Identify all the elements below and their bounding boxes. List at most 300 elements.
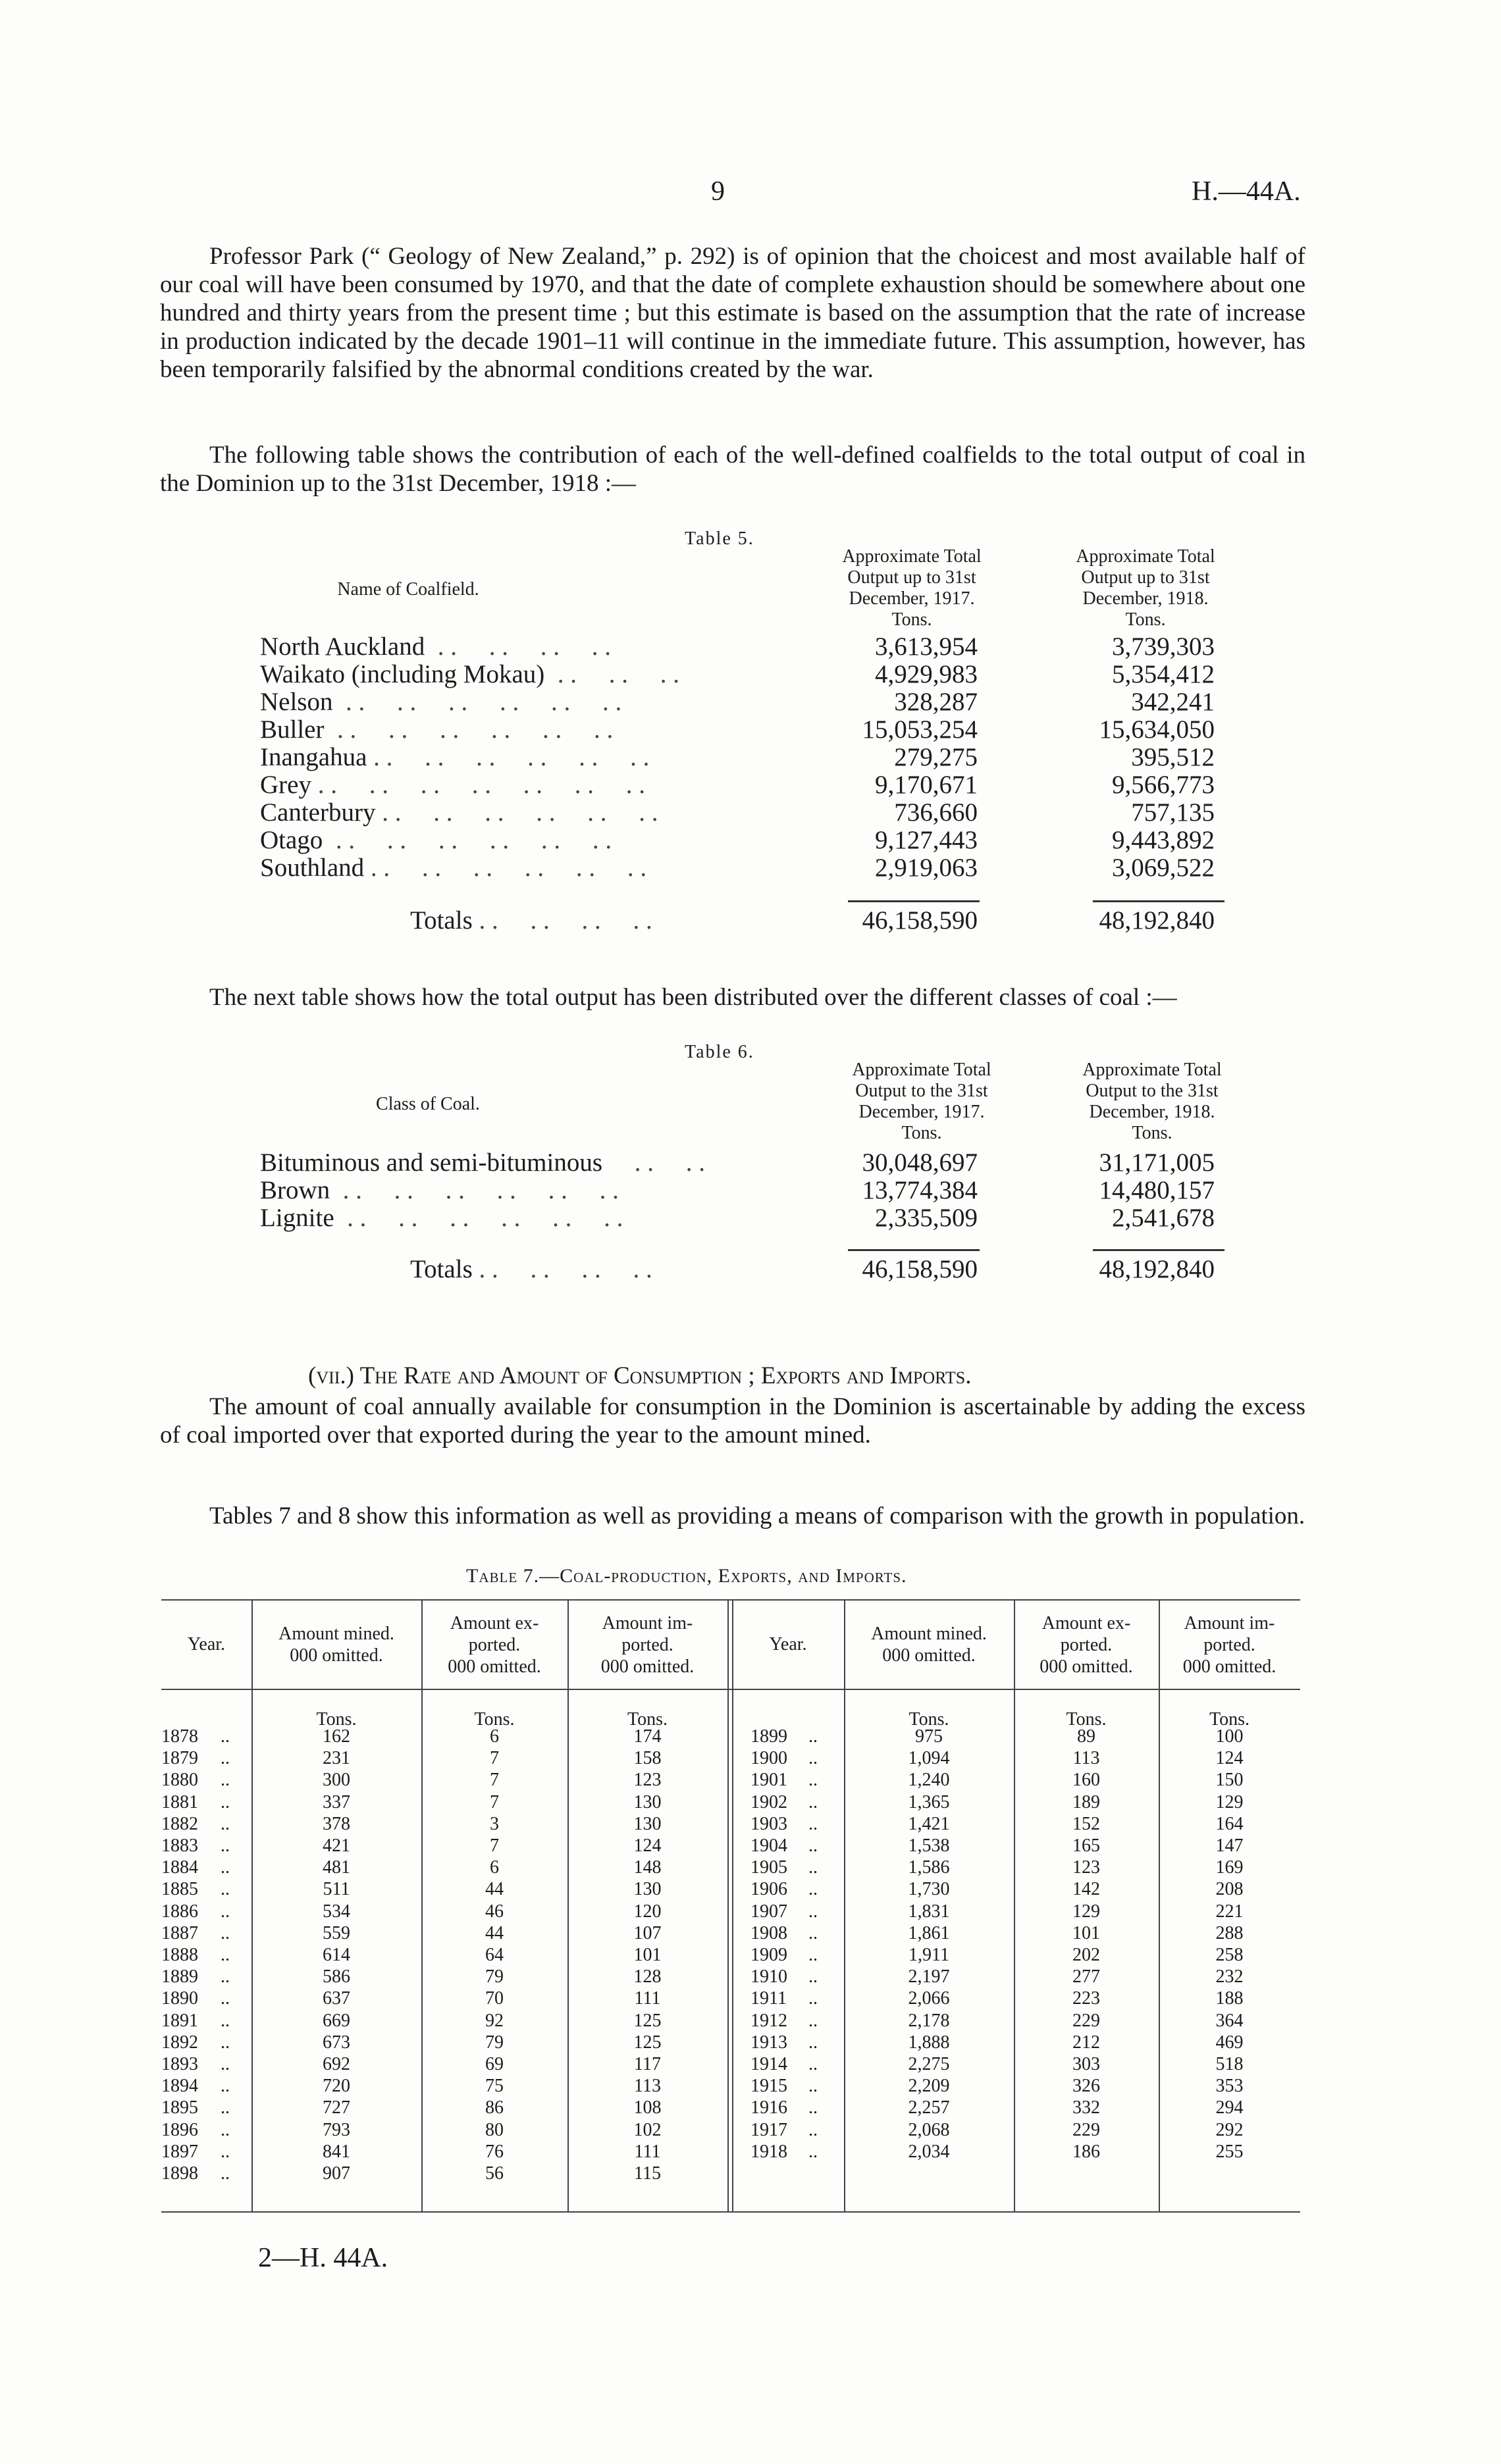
table7-year-dots: .. bbox=[808, 1945, 818, 1965]
table7-year-dots: .. bbox=[221, 2011, 230, 2031]
table7-imported: 148 bbox=[633, 1857, 662, 1878]
paragraph-tables-7-8: Tables 7 and 8 show this information as well as providing a means of comparison with the growth in population. bbox=[209, 1502, 1305, 1529]
table7-year-dots: .. bbox=[808, 2097, 818, 2118]
table7-year-dots: .. bbox=[221, 2032, 230, 2053]
table7-imported: 353 bbox=[1215, 2076, 1244, 2096]
table5-row bbox=[260, 688, 1287, 716]
table7-exported: 277 bbox=[1072, 1966, 1100, 1987]
table7-year-dots: .. bbox=[808, 2076, 818, 2096]
table7-mined: 421 bbox=[323, 1835, 350, 1856]
table5-value-1918: 9,566,773 bbox=[1112, 771, 1215, 799]
header-line: 000 omitted. bbox=[1040, 1656, 1133, 1677]
table7-exported: 142 bbox=[1072, 1879, 1100, 1899]
table7-exported: 7 bbox=[490, 1835, 499, 1856]
table7-year: 1886 bbox=[161, 1901, 198, 1922]
table5-col2-line: Approximate Total bbox=[1076, 546, 1215, 567]
table6-col1-line: December, 1917. bbox=[858, 1102, 985, 1122]
table6-value-1918: 14,480,157 bbox=[1099, 1176, 1215, 1204]
table7-imported: 108 bbox=[633, 2097, 662, 2118]
table5-rule bbox=[1093, 900, 1224, 902]
table7-mined: 1,365 bbox=[908, 1792, 950, 1812]
header-line: 000 omitted. bbox=[290, 1645, 383, 1666]
table6-col2-line: December, 1918. bbox=[1089, 1102, 1215, 1122]
table7-year-dots: .. bbox=[221, 2163, 230, 2184]
table7-imported: 111 bbox=[634, 1988, 661, 2009]
table7-exported: 189 bbox=[1072, 1792, 1100, 1812]
table7-imported: 221 bbox=[1215, 1901, 1244, 1922]
table5-row bbox=[260, 661, 1287, 688]
table7-imported: 100 bbox=[1215, 1726, 1244, 1747]
table7-exported: 113 bbox=[1072, 1748, 1100, 1768]
table7-exported: 7 bbox=[490, 1770, 499, 1790]
table7-year: 1891 bbox=[161, 2011, 198, 2031]
table7-header-year-2: Year. bbox=[769, 1634, 807, 1655]
table7-exported: 69 bbox=[485, 2054, 504, 2074]
table7-year: 1893 bbox=[161, 2054, 198, 2074]
table7-imported: 113 bbox=[634, 2076, 661, 2096]
table7-mined: 2,066 bbox=[908, 1988, 950, 2009]
table7-imported: 130 bbox=[633, 1814, 662, 1834]
table7-mined: 481 bbox=[323, 1857, 350, 1878]
table7-year: 1879 bbox=[161, 1748, 198, 1768]
table7-year: 1902 bbox=[750, 1792, 787, 1812]
table7-exported: 56 bbox=[485, 2163, 504, 2184]
table7-exported: 152 bbox=[1072, 1814, 1100, 1834]
table7-mined: 2,275 bbox=[908, 2054, 950, 2074]
table7-mined: 2,209 bbox=[908, 2076, 950, 2096]
table6-totals-row bbox=[260, 1256, 1287, 1283]
table6-title: Table 6. bbox=[685, 1042, 754, 1062]
table5-row-name: Canterbury . . . . . . . . . . . . bbox=[260, 798, 658, 827]
table7-year-dots: .. bbox=[221, 1879, 230, 1899]
paragraph-intro: Professor Park (“ Geology of New Zealand,” p. 292) is of opinion that the choicest and most available half of our coal will have been consumed by 1970, and that the date of complete exhaustion should be somewhere about one hundred and thirty years from the present time ; but this estimate is based on the assumption that the rate of increase in production indicated by the decade 1901–11 will continue in the immediate future. This assumption, however, has been temporarily falsified by the abnormal conditions created by the war. bbox=[160, 243, 1305, 383]
table6-row bbox=[260, 1177, 1287, 1204]
table7-mined: 1,831 bbox=[908, 1901, 950, 1922]
table7-year-dots: .. bbox=[808, 1923, 818, 1943]
table7-year: 1903 bbox=[750, 1814, 787, 1834]
table7-year-dots: .. bbox=[808, 2142, 818, 2162]
table5-value-1918: 757,135 bbox=[1131, 798, 1215, 827]
table7-imported: 124 bbox=[633, 1835, 662, 1856]
table5-title: Table 5. bbox=[685, 528, 754, 549]
table7-imported: 128 bbox=[633, 1966, 662, 1987]
table7-imported: 123 bbox=[633, 1770, 662, 1790]
table6-col2-line: Tons. bbox=[1132, 1123, 1172, 1143]
table7-year-dots: .. bbox=[808, 2120, 818, 2140]
table7-year-dots: .. bbox=[221, 1770, 230, 1790]
table7-year: 1894 bbox=[161, 2076, 198, 2096]
table6-row-name: Lignite . . . . . . . . . . . . bbox=[260, 1204, 623, 1232]
document-reference: H.—44A. bbox=[1192, 176, 1301, 207]
table7-units-exported-2: Tons. bbox=[1066, 1709, 1107, 1730]
table7-exported: 229 bbox=[1072, 2011, 1100, 2031]
table6-totals-label: Totals . . . . . . . . bbox=[410, 1255, 652, 1283]
paragraph-table5-intro: The following table shows the contribution of each of the well-defined coalfields to the total output of coal in the Dominion up to the 31st December, 1918 :— bbox=[160, 442, 1305, 497]
table6-col1-header bbox=[823, 1060, 1020, 1144]
paragraph-table6-intro: The next table shows how the total output has been distributed over the different classes of coal :— bbox=[209, 984, 1177, 1011]
table5-value-1918: 3,739,303 bbox=[1112, 632, 1215, 661]
table7-imported: 107 bbox=[633, 1923, 662, 1943]
table5-value-1917: 279,275 bbox=[894, 743, 978, 771]
table7-imported: 292 bbox=[1215, 2120, 1244, 2140]
table7-year-dots: .. bbox=[221, 2120, 230, 2140]
table7-bottom-rule bbox=[161, 2211, 1300, 2213]
table6-col-name-header: Class of Coal. bbox=[376, 1094, 480, 1114]
table7-year: 1918 bbox=[750, 2142, 787, 2162]
table5-total-1918: 48,192,840 bbox=[1099, 906, 1215, 935]
table7-col-divider bbox=[727, 1599, 729, 2211]
table7-header-exported bbox=[421, 1612, 567, 1678]
table7-year: 1895 bbox=[161, 2097, 198, 2118]
table7-mined: 231 bbox=[323, 1748, 350, 1768]
table7-imported: 188 bbox=[1215, 1988, 1244, 2009]
table5-rule bbox=[848, 900, 980, 902]
table6-value-1917: 30,048,697 bbox=[862, 1148, 978, 1177]
table7-header-rule bbox=[161, 1689, 1300, 1690]
table7-mined: 727 bbox=[323, 2097, 350, 2118]
header-line: ported. bbox=[1060, 1635, 1113, 1655]
table7-exported: 101 bbox=[1072, 1923, 1100, 1943]
table7-mined: 559 bbox=[323, 1923, 350, 1943]
table6-value-1917: 13,774,384 bbox=[862, 1176, 978, 1204]
table7-year: 1880 bbox=[161, 1770, 198, 1790]
table5-value-1917: 9,170,671 bbox=[875, 771, 978, 799]
table7-exported: 223 bbox=[1072, 1988, 1100, 2009]
table6-rule bbox=[1093, 1249, 1224, 1251]
table7-mined: 1,861 bbox=[908, 1923, 950, 1943]
table7-top-rule bbox=[161, 1599, 1300, 1601]
table7-year-dots: .. bbox=[808, 2032, 818, 2053]
table7-exported: 326 bbox=[1072, 2076, 1100, 2096]
table7-year: 1883 bbox=[161, 1835, 198, 1856]
table7-imported: 120 bbox=[633, 1901, 662, 1922]
header-line: ported. bbox=[621, 1635, 673, 1655]
table6-value-1918: 2,541,678 bbox=[1112, 1204, 1215, 1232]
table7-year: 1892 bbox=[161, 2032, 198, 2053]
table7-mined: 2,257 bbox=[908, 2097, 950, 2118]
table7-year-dots: .. bbox=[221, 1857, 230, 1878]
table6-total-1918: 48,192,840 bbox=[1099, 1255, 1215, 1283]
table5-row-name: Nelson . . . . . . . . . . . . bbox=[260, 688, 622, 716]
table7-year-dots: .. bbox=[221, 1792, 230, 1812]
table7-year-dots: .. bbox=[808, 1770, 818, 1790]
table7-imported: 518 bbox=[1215, 2054, 1244, 2074]
table7-year: 1915 bbox=[750, 2076, 787, 2096]
header-line: 000 omitted. bbox=[882, 1645, 976, 1666]
table7-year-dots: .. bbox=[221, 1748, 230, 1768]
table7-year: 1881 bbox=[161, 1792, 198, 1812]
table7-imported: 255 bbox=[1215, 2142, 1244, 2162]
table5-value-1918: 3,069,522 bbox=[1112, 854, 1215, 882]
table7-year-dots: .. bbox=[221, 2054, 230, 2074]
table7-exported: 44 bbox=[485, 1923, 504, 1943]
table6-col1-line: Output to the 31st bbox=[855, 1081, 988, 1101]
table7-imported: 130 bbox=[633, 1792, 662, 1812]
table7-exported: 89 bbox=[1077, 1726, 1095, 1747]
table7-year: 1896 bbox=[161, 2120, 198, 2140]
table7-year-dots: .. bbox=[221, 1901, 230, 1922]
table7-exported: 7 bbox=[490, 1748, 499, 1768]
table7-year: 1916 bbox=[750, 2097, 787, 2118]
table7-units-imported: Tons. bbox=[627, 1709, 668, 1730]
table7-exported: 202 bbox=[1072, 1945, 1100, 1965]
header-line: Amount ex- bbox=[1041, 1613, 1131, 1633]
table7-mined: 793 bbox=[323, 2120, 350, 2140]
table5-value-1918: 342,241 bbox=[1131, 688, 1215, 716]
table5-col1-line: Approximate Total bbox=[842, 546, 982, 567]
table7-year: 1905 bbox=[750, 1857, 787, 1878]
table7-imported: 364 bbox=[1215, 2011, 1244, 2031]
table5-value-1917: 2,919,063 bbox=[875, 854, 978, 882]
table7-year-dots: .. bbox=[808, 1792, 818, 1812]
table7-year-dots: .. bbox=[221, 1945, 230, 1965]
table6-row-name: Brown . . . . . . . . . . . . bbox=[260, 1176, 619, 1204]
table7-mined: 300 bbox=[323, 1770, 350, 1790]
table5-value-1917: 15,053,254 bbox=[862, 715, 978, 744]
table7-imported: 125 bbox=[633, 2011, 662, 2031]
table7-mined: 337 bbox=[323, 1792, 350, 1812]
table5-col1-line: December, 1917. bbox=[849, 588, 975, 609]
table5-col-name-header: Name of Coalfield. bbox=[337, 579, 479, 600]
header-line: ported. bbox=[468, 1635, 521, 1655]
table7-year-dots: .. bbox=[808, 1988, 818, 2009]
table7-exported: 3 bbox=[490, 1814, 499, 1834]
table7-mined: 1,421 bbox=[908, 1814, 950, 1834]
header-line: Amount mined. bbox=[278, 1624, 394, 1644]
table7-exported: 70 bbox=[485, 1988, 504, 2009]
table7-imported: 469 bbox=[1215, 2032, 1244, 2053]
table7-year-dots: .. bbox=[221, 2142, 230, 2162]
table6-rule bbox=[848, 1249, 980, 1251]
header-line: 000 omitted. bbox=[1182, 1656, 1277, 1677]
table5-row-name: Otago . . . . . . . . . . . . bbox=[260, 826, 612, 854]
table7-imported: 258 bbox=[1215, 1945, 1244, 1965]
table7-imported: 102 bbox=[633, 2120, 662, 2140]
table7-imported: 158 bbox=[633, 1748, 662, 1768]
table7-imported: 288 bbox=[1215, 1923, 1244, 1943]
table5-row bbox=[260, 744, 1287, 771]
table7-year: 1878 bbox=[161, 1726, 198, 1747]
table7-mined: 907 bbox=[323, 2163, 350, 2184]
table7-header-year: Year. bbox=[187, 1634, 226, 1655]
table5-value-1917: 9,127,443 bbox=[875, 826, 978, 854]
table7-mined: 841 bbox=[323, 2142, 350, 2162]
table6-row-name: Bituminous and semi-bituminous . . . . bbox=[260, 1148, 706, 1177]
table5-row bbox=[260, 633, 1287, 661]
table7-header-imported-2 bbox=[1159, 1612, 1300, 1678]
table5-row-name: Buller . . . . . . . . . . . . bbox=[260, 715, 614, 744]
table7-imported: 174 bbox=[633, 1726, 662, 1747]
table5-col2-line: December, 1918. bbox=[1082, 588, 1209, 609]
table7-imported: 232 bbox=[1215, 1966, 1244, 1987]
table6-col2-line: Output to the 31st bbox=[1086, 1081, 1219, 1101]
table7-mined: 534 bbox=[323, 1901, 350, 1922]
table7-units-exported: Tons. bbox=[474, 1709, 515, 1730]
table7-year-dots: .. bbox=[221, 2097, 230, 2118]
header-line: 000 omitted. bbox=[448, 1656, 541, 1677]
table5-value-1918: 15,634,050 bbox=[1099, 715, 1215, 744]
table5-col1-line: Tons. bbox=[891, 609, 932, 630]
table7-year: 1885 bbox=[161, 1879, 198, 1899]
table7-exported: 79 bbox=[485, 2032, 504, 2053]
table7-year: 1887 bbox=[161, 1923, 198, 1943]
table7-year-dots: .. bbox=[221, 1988, 230, 2009]
table7-imported: 125 bbox=[633, 2032, 662, 2053]
header-line: Amount ex- bbox=[450, 1613, 539, 1633]
table7-mined: 2,068 bbox=[908, 2120, 950, 2140]
header-line: Amount im- bbox=[602, 1613, 693, 1633]
table7-year: 1914 bbox=[750, 2054, 787, 2074]
table5-row-name: Waikato (including Mokau) . . . . . . bbox=[260, 660, 680, 688]
table7-mined: 2,197 bbox=[908, 1966, 950, 1987]
table7-col-divider bbox=[732, 1599, 733, 2211]
table6-total-1917: 46,158,590 bbox=[862, 1255, 978, 1283]
table7-year-dots: .. bbox=[808, 1748, 818, 1768]
table7-year: 1906 bbox=[750, 1879, 787, 1899]
table7-header-imported bbox=[567, 1612, 727, 1678]
table7-year: 1889 bbox=[161, 1966, 198, 1987]
table7-exported: 6 bbox=[490, 1857, 499, 1878]
table7-year: 1910 bbox=[750, 1966, 787, 1987]
table7-year: 1917 bbox=[750, 2120, 787, 2140]
table7-year-dots: .. bbox=[221, 1923, 230, 1943]
table6-col2-line: Approximate Total bbox=[1082, 1060, 1222, 1080]
table7-year: 1913 bbox=[750, 2032, 787, 2053]
table6-col1-line: Approximate Total bbox=[852, 1060, 991, 1080]
table5-col1-line: Output up to 31st bbox=[847, 567, 976, 588]
table5-value-1917: 3,613,954 bbox=[875, 632, 978, 661]
table7-year-dots: .. bbox=[808, 1966, 818, 1987]
table7-year-dots: .. bbox=[221, 1835, 230, 1856]
table7-mined: 162 bbox=[323, 1726, 350, 1747]
table6-value-1917: 2,335,509 bbox=[875, 1204, 978, 1232]
table7-exported: 80 bbox=[485, 2120, 504, 2140]
table7-mined: 1,094 bbox=[908, 1748, 950, 1768]
table5-row bbox=[260, 854, 1287, 882]
table5-row bbox=[260, 799, 1287, 827]
table7-mined: 1,730 bbox=[908, 1879, 950, 1899]
table7-exported: 332 bbox=[1072, 2097, 1100, 2118]
table7-year: 1882 bbox=[161, 1814, 198, 1834]
table5-value-1917: 328,287 bbox=[894, 688, 978, 716]
table7-units-mined-2: Tons. bbox=[908, 1709, 949, 1730]
table7-year-dots: .. bbox=[808, 2054, 818, 2074]
table5-row bbox=[260, 771, 1287, 799]
table7-imported: 169 bbox=[1215, 1857, 1244, 1878]
table5-value-1918: 5,354,412 bbox=[1112, 660, 1215, 688]
table7-imported: 129 bbox=[1215, 1792, 1244, 1812]
table7-mined: 1,888 bbox=[908, 2032, 950, 2053]
table5-col2-line: Output up to 31st bbox=[1081, 567, 1210, 588]
table7-imported: 124 bbox=[1215, 1748, 1244, 1768]
table6-col1-line: Tons. bbox=[901, 1123, 942, 1143]
paragraph-consumption: The amount of coal annually available for consumption in the Dominion is ascertainable by adding the excess of coal imported over that exported during the year to the amount mined. bbox=[160, 1393, 1305, 1449]
table7-exported: 303 bbox=[1072, 2054, 1100, 2074]
table7-year: 1901 bbox=[750, 1770, 787, 1790]
table7-imported: 101 bbox=[633, 1945, 662, 1965]
table7-year: 1904 bbox=[750, 1835, 787, 1856]
header-line: Amount mined. bbox=[871, 1624, 987, 1644]
table7-mined: 975 bbox=[915, 1726, 943, 1747]
table7-imported: 208 bbox=[1215, 1879, 1244, 1899]
table5-col2-line: Tons. bbox=[1125, 609, 1166, 630]
table7-mined: 2,178 bbox=[908, 2011, 950, 2031]
table7-exported: 123 bbox=[1072, 1857, 1100, 1878]
table7-exported: 160 bbox=[1072, 1770, 1100, 1790]
table7-year: 1907 bbox=[750, 1901, 787, 1922]
table5-col1-header bbox=[813, 546, 1011, 630]
table7-year-dots: .. bbox=[808, 1901, 818, 1922]
table7-year-dots: .. bbox=[808, 2011, 818, 2031]
table7-year-dots: .. bbox=[808, 1857, 818, 1878]
table5-value-1918: 395,512 bbox=[1131, 743, 1215, 771]
header-line: ported. bbox=[1203, 1635, 1255, 1655]
table7-exported: 46 bbox=[485, 1901, 504, 1922]
table7-mined: 586 bbox=[323, 1966, 350, 1987]
table7-exported: 186 bbox=[1072, 2142, 1100, 2162]
header-line: Amount im- bbox=[1184, 1613, 1275, 1633]
table7-year-dots: .. bbox=[808, 1726, 818, 1747]
table7-exported: 229 bbox=[1072, 2120, 1100, 2140]
table7-mined: 669 bbox=[323, 2011, 350, 2031]
table7-units-imported-2: Tons. bbox=[1209, 1709, 1250, 1730]
table7-exported: 129 bbox=[1072, 1901, 1100, 1922]
table7-mined: 1,586 bbox=[908, 1857, 950, 1878]
table7-year-dots: .. bbox=[808, 1835, 818, 1856]
table7-year-dots: .. bbox=[808, 1814, 818, 1834]
table7-header-mined bbox=[251, 1623, 421, 1666]
table7-year: 1898 bbox=[161, 2163, 198, 2184]
table7-exported: 7 bbox=[490, 1792, 499, 1812]
section-heading: (vii.) The Rate and Amount of Consumption ; Exports and Imports. bbox=[308, 1362, 972, 1389]
table7-header-mined-2 bbox=[844, 1623, 1014, 1666]
table7-exported: 64 bbox=[485, 1945, 504, 1965]
table7-year: 1888 bbox=[161, 1945, 198, 1965]
table7-year: 1890 bbox=[161, 1988, 198, 2009]
table7-mined: 637 bbox=[323, 1988, 350, 2009]
table7-imported: 111 bbox=[634, 2142, 661, 2162]
table5-value-1917: 736,660 bbox=[894, 798, 978, 827]
table5-totals-row bbox=[260, 907, 1287, 935]
table7-mined: 2,034 bbox=[908, 2142, 950, 2162]
table7-exported: 86 bbox=[485, 2097, 504, 2118]
table5-row-name: Southland . . . . . . . . . . . . bbox=[260, 854, 647, 882]
table7-year: 1909 bbox=[750, 1945, 787, 1965]
page-number: 9 bbox=[711, 176, 725, 207]
table7-imported: 147 bbox=[1215, 1835, 1244, 1856]
table7-imported: 294 bbox=[1215, 2097, 1244, 2118]
table7-mined: 720 bbox=[323, 2076, 350, 2096]
table7-title: Table 7.—Coal-production, Exports, and Imports. bbox=[466, 1565, 907, 1587]
table7-imported: 164 bbox=[1215, 1814, 1244, 1834]
table5-row bbox=[260, 827, 1287, 854]
header-line: 000 omitted. bbox=[600, 1656, 695, 1677]
table7-exported: 44 bbox=[485, 1879, 504, 1899]
table7-exported: 79 bbox=[485, 1966, 504, 1987]
table7-year-dots: .. bbox=[221, 1966, 230, 1987]
table7-mined: 1,240 bbox=[908, 1770, 950, 1790]
table7-mined: 1,538 bbox=[908, 1835, 950, 1856]
table7-year: 1912 bbox=[750, 2011, 787, 2031]
table7-year: 1900 bbox=[750, 1748, 787, 1768]
table7-year: 1897 bbox=[161, 2142, 198, 2162]
table7-year-dots: .. bbox=[221, 1814, 230, 1834]
table7-exported: 212 bbox=[1072, 2032, 1100, 2053]
table7-imported: 117 bbox=[634, 2054, 661, 2074]
table5-total-1917: 46,158,590 bbox=[862, 906, 978, 935]
footer-signature: 2—H. 44A. bbox=[258, 2243, 388, 2273]
table5-col2-header bbox=[1047, 546, 1244, 630]
